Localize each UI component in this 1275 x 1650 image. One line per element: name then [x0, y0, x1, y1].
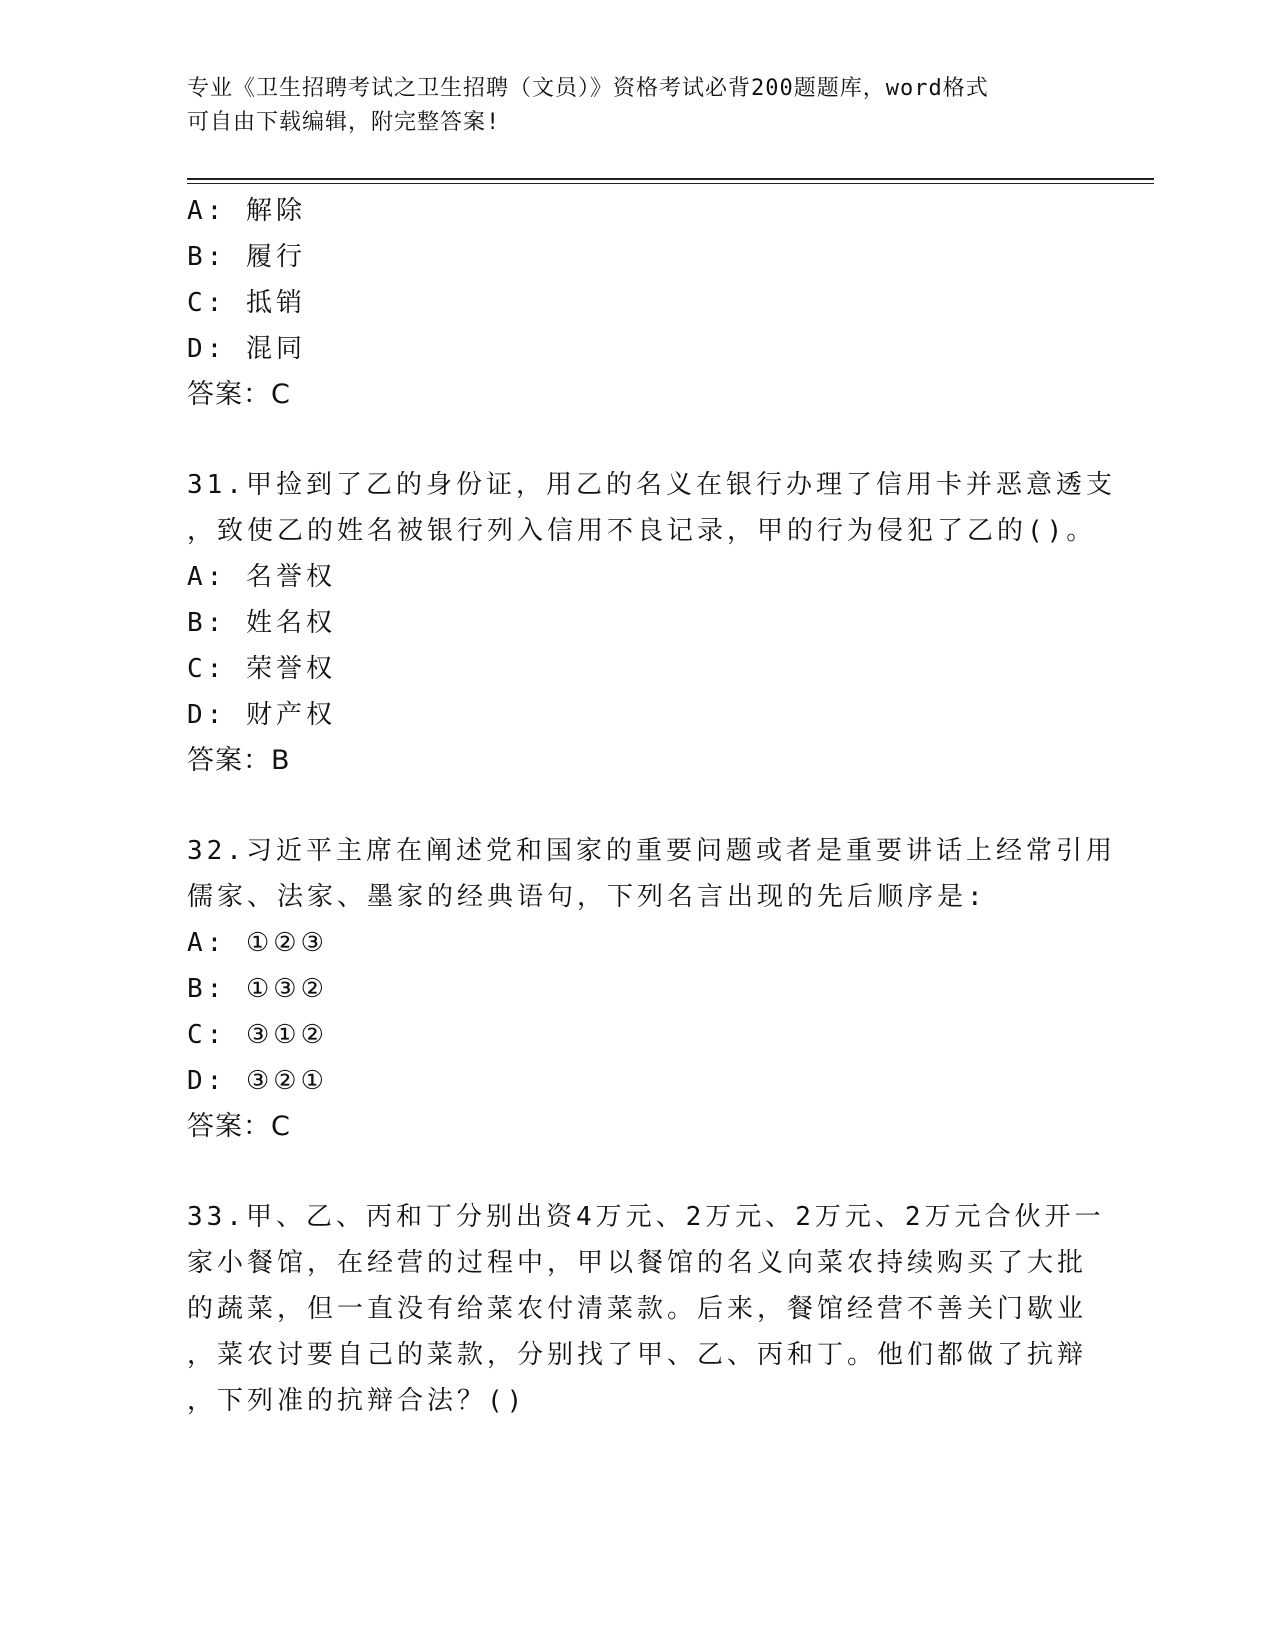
question-30-block: [187, 188, 1087, 418]
question-31-line-2: ，致使乙的姓名被银行列入信用不良记录，甲的行为侵犯了乙的()。: [187, 516, 1097, 546]
answer-label: 答案：C: [187, 379, 291, 410]
question-31-line-1: 31.甲捡到了乙的身份证，用乙的名义在银行办理了信用卡并恶意透支: [187, 470, 1116, 500]
question-33-line-4: ，菜农讨要自己的菜款，分别找了甲、乙、丙和丁。他们都做了抗辩: [187, 1340, 1088, 1370]
answer-label: 答案：B: [187, 745, 291, 776]
question-31-block: [187, 462, 1116, 784]
header-divider-thick: [187, 178, 1154, 180]
document-header: [187, 72, 1087, 140]
option-b: B: 履行: [187, 242, 306, 272]
question-33-line-5: ，下列准的抗辩合法？(): [187, 1386, 527, 1416]
question-33-line-2: 家小餐馆，在经营的过程中，甲以餐馆的名义向菜农持续购买了大批: [187, 1248, 1088, 1278]
question-content: [187, 188, 1116, 1424]
option-d: D: 混同: [187, 334, 306, 364]
answer-label: 答案：C: [187, 1111, 291, 1142]
option-b: B: ①③②: [187, 974, 328, 1004]
question-33-block: [187, 1194, 1105, 1424]
question-33-line-3: 的蔬菜，但一直没有给菜农付清菜款。后来，餐馆经营不善关门歇业: [187, 1294, 1088, 1324]
option-a: A: 解除: [187, 196, 306, 226]
question-32-line-1: 32.习近平主席在阐述党和国家的重要问题或者是重要讲话上经常引用: [187, 836, 1116, 866]
header-line-2: 可自由下载编辑，附完整答案!: [187, 110, 501, 135]
option-c: C: 抵销: [187, 288, 306, 318]
option-b: B: 姓名权: [187, 608, 336, 638]
option-a: A: 名誉权: [187, 562, 336, 592]
question-32-block: [187, 828, 1116, 1150]
option-d: D: ③②①: [187, 1066, 328, 1096]
option-d: D: 财产权: [187, 700, 336, 730]
header-divider-thin: [187, 183, 1154, 184]
option-a: A: ①②③: [187, 928, 328, 958]
option-c: C: 荣誉权: [187, 654, 336, 684]
option-c: C: ③①②: [187, 1020, 328, 1050]
header-line-1: 专业《卫生招聘考试之卫生招聘（文员）》资格考试必背200题题库，word格式: [187, 76, 989, 101]
question-33-line-1: 33.甲、乙、丙和丁分别出资4万元、2万元、2万元、2万元合伙开一: [187, 1202, 1105, 1232]
question-32-line-2: 儒家、法家、墨家的经典语句，下列名言出现的先后顺序是:: [187, 882, 987, 912]
